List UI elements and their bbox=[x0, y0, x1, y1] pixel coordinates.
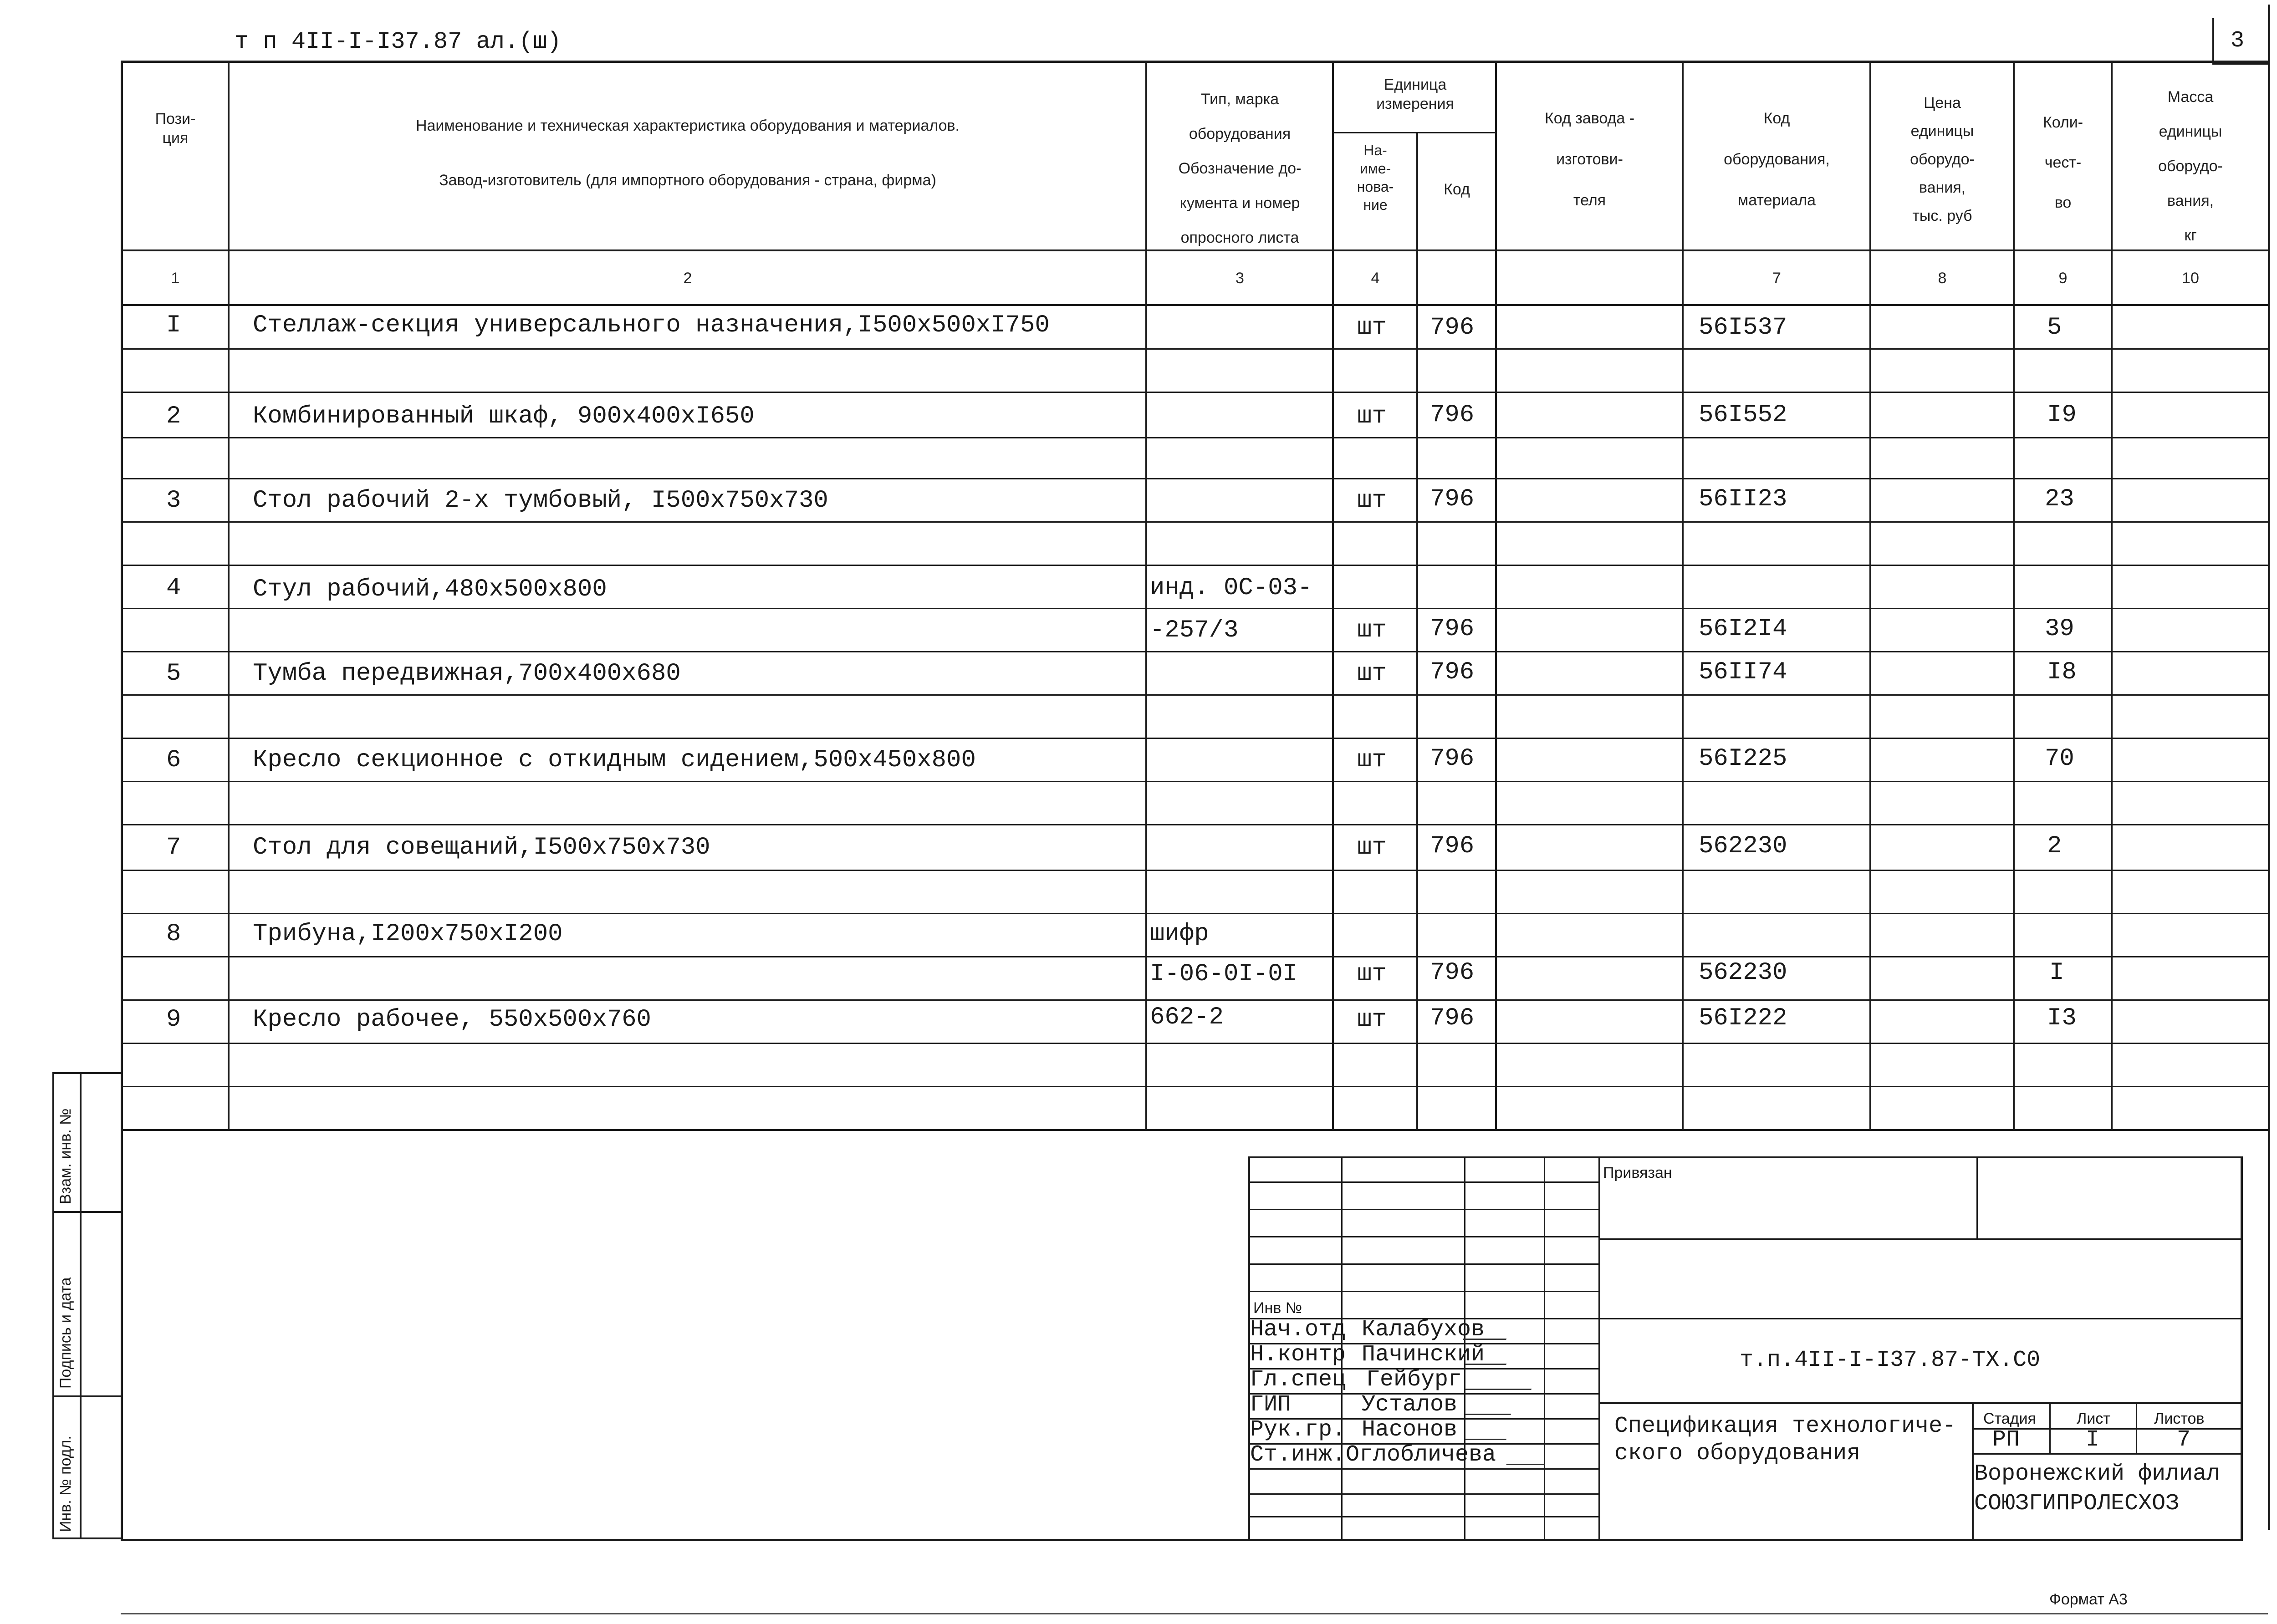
row-equip-code: 56II23 bbox=[1699, 485, 1787, 513]
stage-label: Стадия bbox=[1983, 1410, 2036, 1427]
col-header-unit-name: На- име- нова- ние bbox=[1357, 142, 1394, 213]
doc-code: т.п.4II-I-I37.87-ТХ.С0 bbox=[1740, 1347, 2041, 1373]
row-name: Комбинированный шкаф, 900x400xI650 bbox=[253, 402, 755, 430]
role-label: Нач.отд bbox=[1250, 1317, 1346, 1343]
col-number: 2 bbox=[683, 270, 692, 287]
row-unit-code: 796 bbox=[1430, 832, 1475, 860]
col-header-type: Тип, марка оборудования Обозначение до- кумента и номер опросного листа bbox=[1178, 91, 1302, 246]
row-qty: 2 bbox=[2047, 832, 2062, 860]
row-qty: 23 bbox=[2045, 485, 2074, 513]
side-stamp-inv-orig: Инв. № подл. bbox=[57, 1436, 74, 1532]
role-name: Пачинский bbox=[1362, 1342, 1485, 1368]
col-header-qty: Коли- чест- во bbox=[2042, 114, 2083, 211]
row-equip-code: 56I225 bbox=[1699, 745, 1787, 773]
format-label: Формат А3 bbox=[2049, 1591, 2128, 1608]
row-unit-code: 796 bbox=[1430, 745, 1475, 773]
col-header-factory-code: Код завода - изготови- теля bbox=[1544, 110, 1635, 209]
row-unit-code: 796 bbox=[1430, 485, 1475, 513]
row-doc: I-06-0I-0I bbox=[1150, 960, 1298, 988]
row-unit-code: 796 bbox=[1430, 314, 1475, 341]
side-stamp-replace-inv: Взам. инв. № bbox=[57, 1108, 74, 1204]
role-label: ГИП bbox=[1250, 1392, 1292, 1418]
row-unit: шт bbox=[1357, 402, 1387, 430]
row-name: Стеллаж-секция универсального назначения,I500x500xI750 bbox=[253, 311, 1050, 339]
signature-mark bbox=[1465, 1420, 1513, 1440]
doc-title-line2: ского оборудования bbox=[1614, 1441, 1861, 1466]
row-position: 9 bbox=[166, 1006, 181, 1033]
row-doc: 662-2 bbox=[1150, 1003, 1224, 1031]
doc-title-line1: Спецификация технологиче- bbox=[1614, 1413, 1956, 1439]
row-unit: шт bbox=[1357, 1006, 1387, 1033]
col-header-price: Цена единицы оборудо- вания, тыс. руб bbox=[1910, 94, 1975, 224]
row-unit-code: 796 bbox=[1430, 615, 1475, 643]
row-unit: шт bbox=[1357, 487, 1387, 514]
row-equip-code: 56I2I4 bbox=[1699, 615, 1787, 643]
signature-mark bbox=[1463, 1320, 1513, 1340]
row-name: Стол для совещаний,I500x750x730 bbox=[253, 834, 710, 861]
role-name: Калабухов bbox=[1362, 1317, 1485, 1343]
row-qty: 5 bbox=[2047, 314, 2062, 341]
col-header-unit-code: Код bbox=[1444, 181, 1470, 198]
role-label: Гл.спец bbox=[1250, 1367, 1346, 1393]
sheets-value: 7 bbox=[2177, 1427, 2191, 1453]
col-header-name-2: Завод-изготовитель (для импортного оборудования - страна, фирма) bbox=[439, 172, 936, 189]
row-qty: I3 bbox=[2047, 1004, 2077, 1032]
row-name: Стол рабочий 2-х тумбовый, I500x750x730 bbox=[253, 487, 828, 514]
doc-ref-header: т п 4II-I-I37.87 ал.(ш) bbox=[235, 28, 562, 55]
sheets-label: Листов bbox=[2154, 1410, 2205, 1427]
row-name: Кресло рабочее, 550x500x760 bbox=[253, 1006, 651, 1033]
col-header-position: Пози- ция bbox=[155, 110, 196, 147]
col-header-mass: Масса единицы оборудо- вания, кг bbox=[2158, 88, 2223, 244]
row-unit-code: 796 bbox=[1430, 959, 1475, 987]
sheet-value: I bbox=[2086, 1427, 2100, 1453]
signature-mark bbox=[1465, 1345, 1513, 1365]
row-equip-code: 56I537 bbox=[1699, 314, 1787, 341]
signature-mark bbox=[1506, 1446, 1552, 1465]
row-qty: I bbox=[2049, 959, 2064, 987]
col-header-equip-code: Код оборудования, материала bbox=[1724, 110, 1830, 209]
col-number: 3 bbox=[1236, 270, 1244, 287]
col-number: 8 bbox=[1938, 270, 1947, 287]
row-position: 4 bbox=[166, 574, 181, 602]
row-position: 6 bbox=[166, 746, 181, 774]
row-unit-code: 796 bbox=[1430, 1004, 1475, 1032]
col-header-unit-group: Единица измерения bbox=[1376, 76, 1454, 112]
inv-no-label: Инв № bbox=[1253, 1299, 1302, 1317]
signature-mark bbox=[1465, 1370, 1538, 1390]
role-name: Насонов bbox=[1362, 1417, 1458, 1443]
side-stamp-signature-date: Подпись и дата bbox=[57, 1277, 74, 1389]
row-position: 7 bbox=[166, 834, 181, 861]
col-number: 7 bbox=[1772, 270, 1781, 287]
col-number: 1 bbox=[171, 270, 180, 287]
row-equip-code: 56I222 bbox=[1699, 1004, 1787, 1032]
row-equip-code: 56I552 bbox=[1699, 401, 1787, 429]
row-unit: шт bbox=[1357, 834, 1387, 861]
role-label: Н.контр bbox=[1250, 1342, 1346, 1368]
row-position: 2 bbox=[166, 402, 181, 430]
role-label: Ст.инж. bbox=[1250, 1442, 1346, 1468]
row-unit: шт bbox=[1357, 314, 1387, 341]
sheet-label: Лист bbox=[2077, 1410, 2110, 1427]
row-doc: -257/3 bbox=[1150, 616, 1239, 644]
row-unit: шт bbox=[1357, 746, 1387, 774]
row-doc: инд. 0С-03- bbox=[1150, 574, 1312, 602]
row-equip-code: 56II74 bbox=[1699, 658, 1787, 686]
row-qty: I8 bbox=[2047, 658, 2077, 686]
row-equip-code: 562230 bbox=[1699, 959, 1787, 987]
row-name: Стул рабочий,480x500x800 bbox=[253, 575, 607, 603]
row-name: Трибуна,I200x750xI200 bbox=[253, 920, 563, 948]
stage-value: РП bbox=[1992, 1427, 2020, 1453]
col-number: 4 bbox=[1371, 270, 1380, 287]
role-name: Оглобличева bbox=[1346, 1442, 1496, 1468]
row-unit: шт bbox=[1357, 616, 1387, 644]
row-unit: шт bbox=[1357, 660, 1387, 687]
row-qty: 70 bbox=[2045, 745, 2074, 773]
role-label: Рук.гр. bbox=[1250, 1417, 1346, 1443]
row-unit-code: 796 bbox=[1430, 401, 1475, 429]
page-number: 3 bbox=[2231, 28, 2245, 54]
row-unit-code: 796 bbox=[1430, 658, 1475, 686]
role-name: Гейбург bbox=[1366, 1367, 1462, 1393]
signature-mark bbox=[1465, 1395, 1518, 1415]
col-header-name-1: Наименование и техническая характеристика оборудования и материалов. bbox=[415, 117, 960, 134]
row-unit: шт bbox=[1357, 960, 1387, 988]
row-position: I bbox=[166, 311, 181, 339]
row-position: 3 bbox=[166, 487, 181, 514]
role-name: Усталов bbox=[1362, 1392, 1458, 1418]
row-name: Тумба передвижная,700x400x680 bbox=[253, 660, 681, 687]
org-line2: СОЮЗГИПРОЛЕСХОЗ bbox=[1974, 1491, 2180, 1517]
row-doc: шифр bbox=[1150, 920, 1209, 948]
row-position: 5 bbox=[166, 660, 181, 687]
row-equip-code: 562230 bbox=[1699, 832, 1787, 860]
row-position: 8 bbox=[166, 920, 181, 948]
row-name: Кресло секционное с откидным сидением,500x450x800 bbox=[253, 746, 976, 774]
row-qty: I9 bbox=[2047, 401, 2077, 429]
org-line1: Воронежский филиал bbox=[1974, 1461, 2221, 1487]
attached-label: Привязан bbox=[1603, 1164, 1672, 1181]
col-number: 10 bbox=[2182, 270, 2199, 287]
col-number: 9 bbox=[2058, 270, 2068, 287]
row-qty: 39 bbox=[2045, 615, 2074, 643]
